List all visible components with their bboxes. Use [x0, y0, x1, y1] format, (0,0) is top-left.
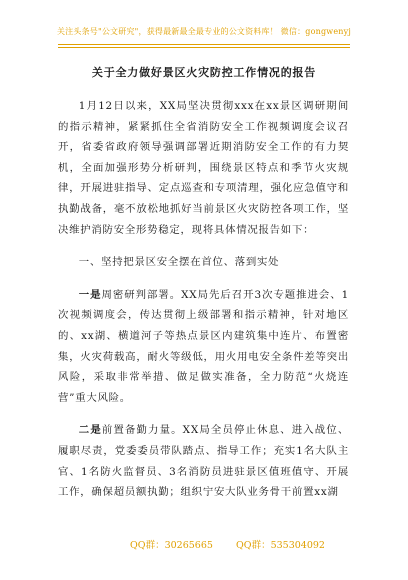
- body-paragraph: [58, 420, 349, 502]
- header-banner: 关注头条号"公文研究"，获得最新最全最专业的公文资料库！ 微信：gongwenyj: [56, 27, 352, 36]
- document-title: 关于全力做好景区火灾防控工作情况的报告: [91, 66, 317, 79]
- header-divider: [58, 44, 350, 45]
- paragraph-text: 一、坚持把景区安全摆在首位、落到实处: [78, 256, 280, 269]
- document-body: [58, 96, 349, 503]
- body-paragraph: [58, 96, 349, 240]
- paragraph-text: 周密研判部署。XX局先后召开3次专题推进会、1次视频调度会，传达贯彻上级部署和指示精神，针对地区的、xx湖、横道河子等热点景区内建筑集中连片、布置密集，火灾荷载高，耐火等级低，用火用电安全条件差等突出风险，采取非常举措、做足做实准备，全力防范“火烧连营”重大风险。: [58, 288, 350, 404]
- section-heading: [58, 252, 349, 273]
- paragraph-lead: 一是: [78, 288, 102, 301]
- paragraph-text: 前置备勤力量。XX局全员停止休息、进入战位、履职尽责，党委委员带队踏点、指导工作；充实1名大队主官、1名防火监督员、3名消防员进驻景区值班值守、开展工作，确保超员额执勤；组织宁安大队业务骨干前置xx湖: [58, 424, 350, 499]
- footer-qq-group: QQ群：30265665: [130, 540, 213, 551]
- paragraph-lead: 二是: [78, 424, 102, 437]
- paragraph-text: 1月12日以来，XX局坚决贯彻xxx在xx景区调研期间的指示精神，紧紧抓住全省消防安全工作视频调度会议召开，省委省政府领导强调部署近期消防安全工作的有力契机，全面加强形势分析研判，围绕景区特点和季节火灾规律，开展进驻指导、定点巡查和专项清理，强化应急值守和执勤战备，毫不放松地抓好当前景区火灾防控各项工作，坚决维护消防安全形势稳定，现将具体情况报告如下：: [58, 100, 349, 236]
- header-divider: [58, 47, 350, 48]
- body-paragraph: [58, 285, 349, 409]
- footer-qq-group: QQ群：535304092: [236, 540, 325, 551]
